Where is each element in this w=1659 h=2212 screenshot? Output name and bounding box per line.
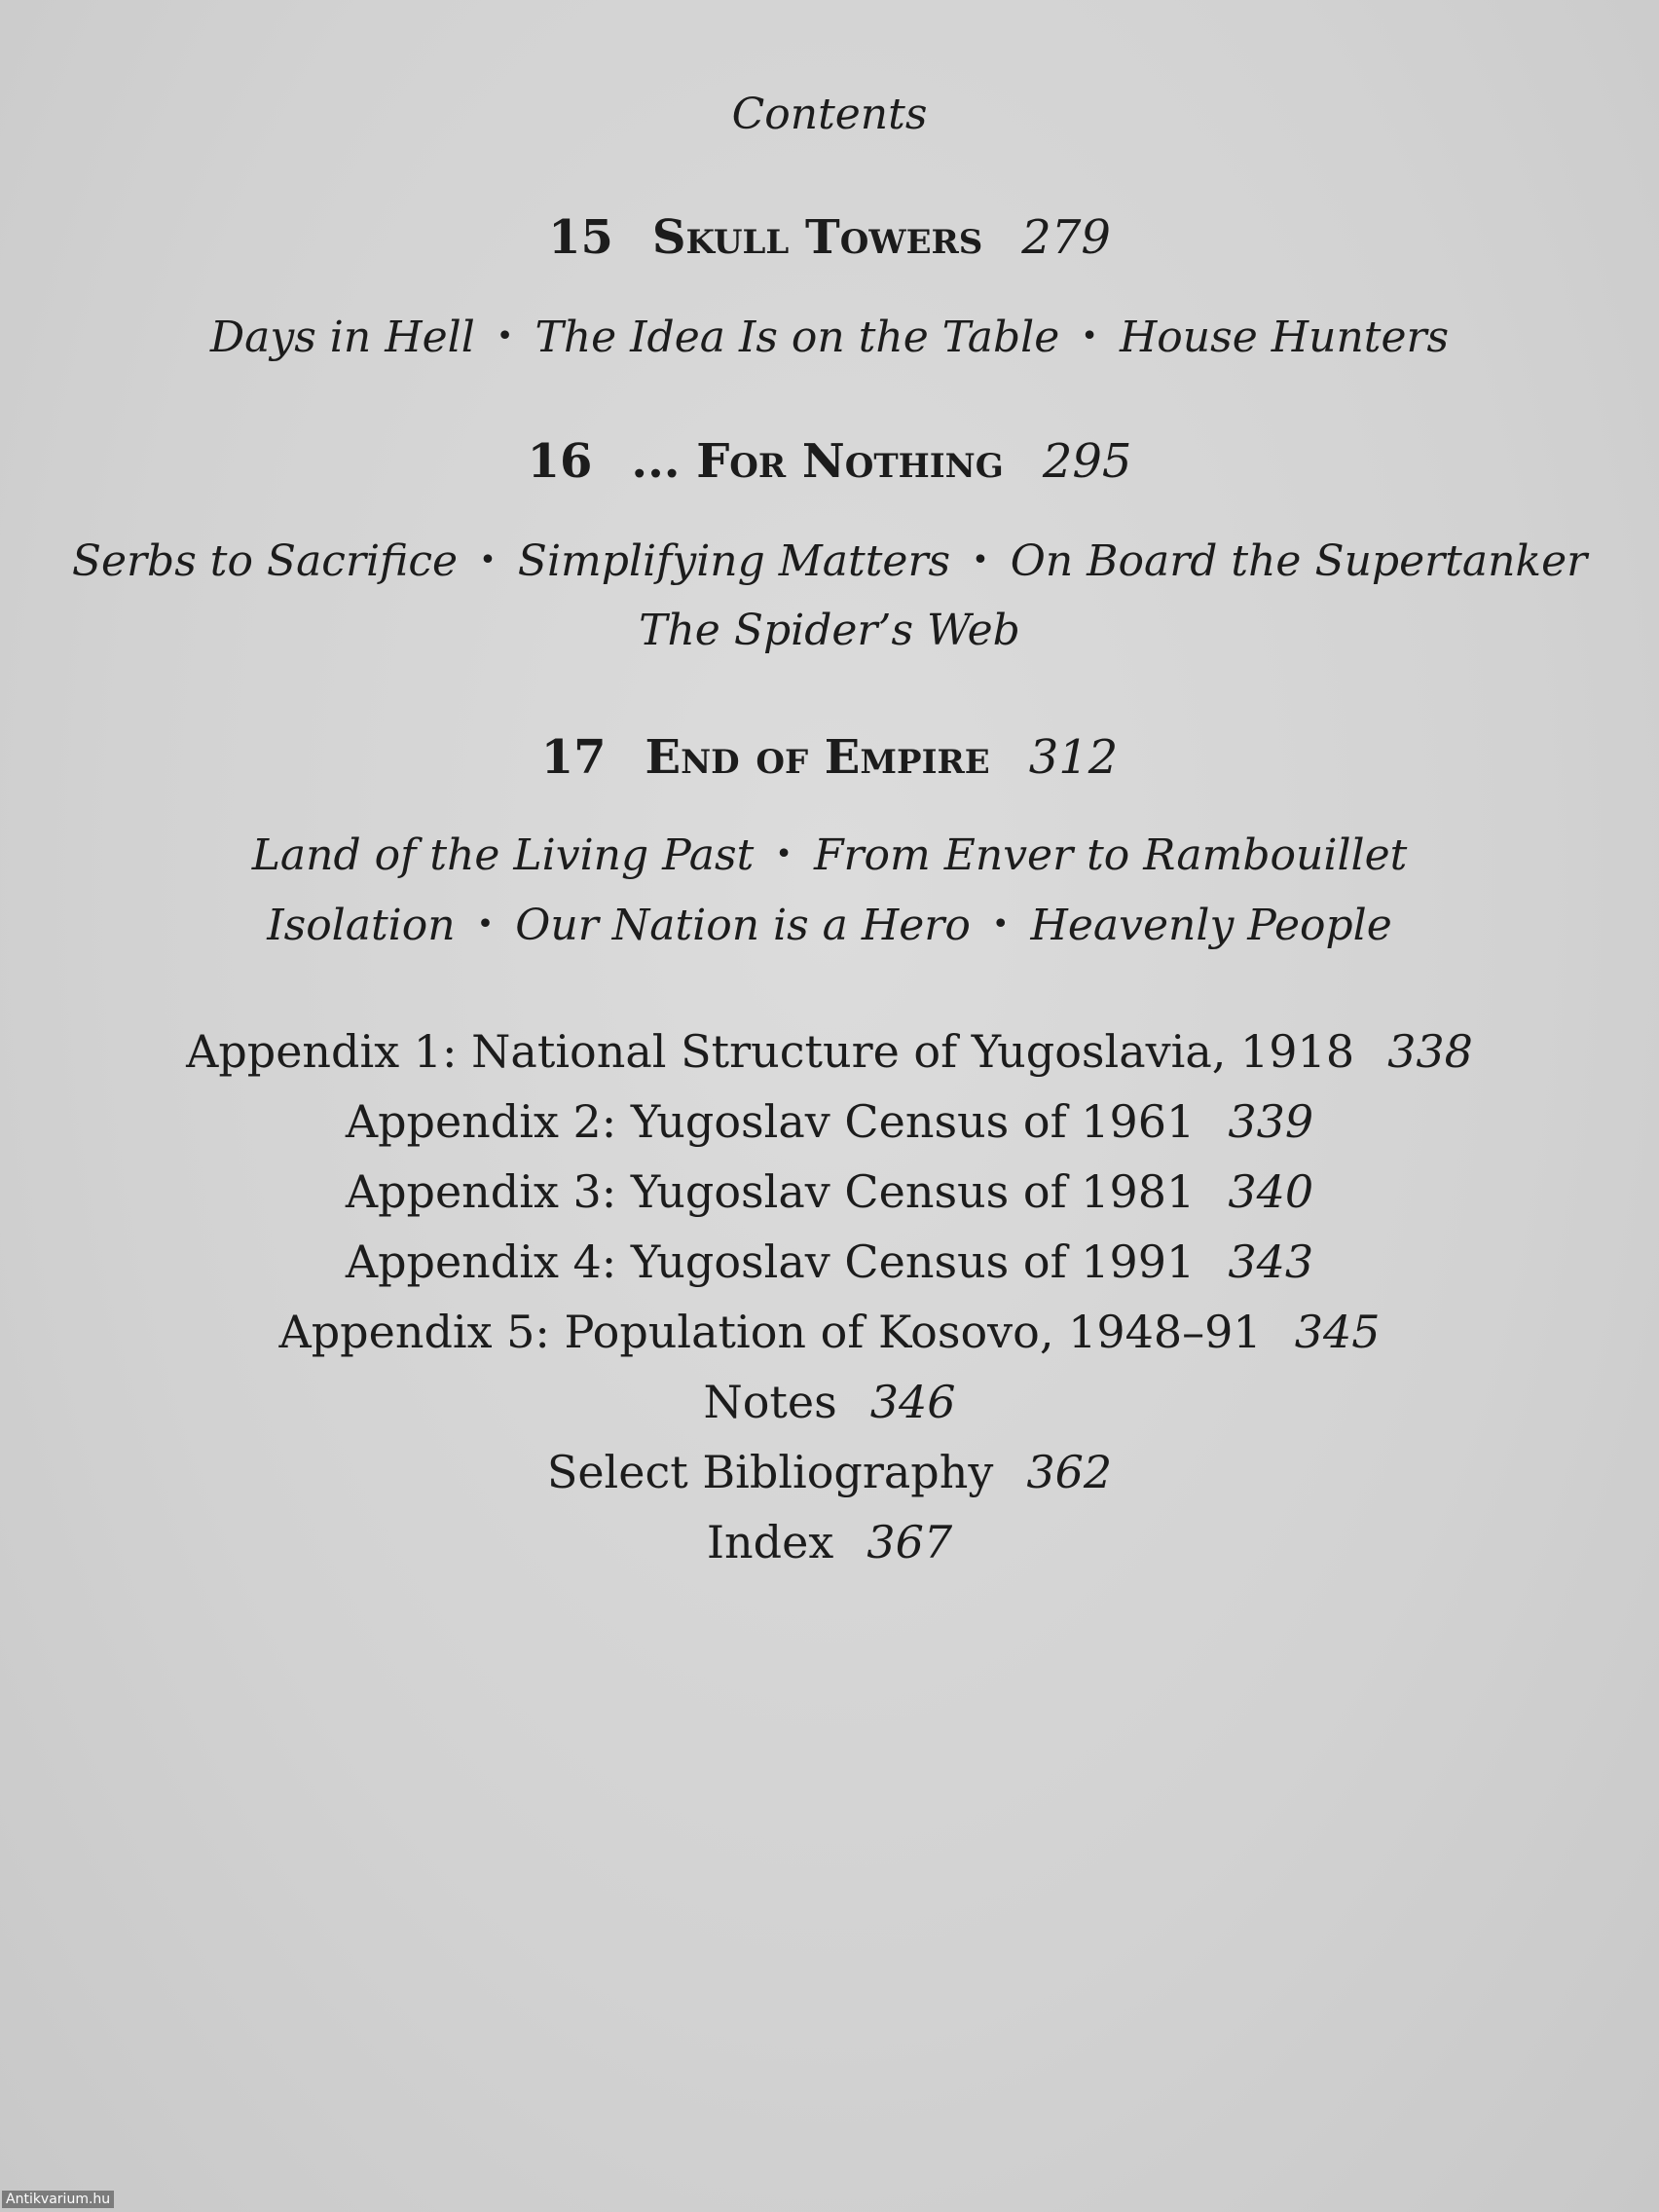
back-matter-label: Index: [706, 1516, 834, 1568]
section-title: From Enver to Rambouillet: [813, 830, 1408, 880]
back-matter-page: 345: [1294, 1306, 1381, 1358]
back-matter-page: 343: [1228, 1235, 1314, 1288]
back-matter-entry: [0, 1087, 1659, 1157]
chapter-title: Skull Towers: [651, 210, 983, 265]
chapter-heading: [0, 726, 1659, 789]
back-matter-label: Appendix 4: Yugoslav Census of 1991: [345, 1235, 1196, 1288]
section-title: Heavenly People: [1030, 901, 1392, 950]
back-matter-entry: [0, 1227, 1659, 1297]
chapter-number: 16: [527, 434, 593, 489]
back-matter-entry: [0, 1297, 1659, 1367]
chapter-title: End of Empire: [645, 730, 990, 785]
chapter-page: 295: [1042, 434, 1132, 489]
chapter-page: 279: [1021, 210, 1111, 265]
chapter-title: ... For Nothing: [631, 434, 1004, 489]
chapter-heading: [0, 430, 1659, 493]
section-title: Days in Hell: [209, 313, 475, 362]
section-title: The Idea Is on the Table: [535, 313, 1060, 362]
chapter-heading: [0, 206, 1659, 269]
section-title: On Board the Supertanker: [1010, 536, 1588, 586]
back-matter-entry: [0, 1437, 1659, 1507]
back-matter-page: 338: [1387, 1025, 1473, 1078]
bullet-separator: •: [1081, 319, 1098, 353]
section-title: Serbs to Sacrifice: [71, 536, 459, 586]
back-matter-entry: [0, 1016, 1659, 1087]
chapter-page: 312: [1028, 730, 1119, 785]
bullet-separator: •: [496, 319, 514, 353]
section-title: House Hunters: [1119, 313, 1450, 362]
chapter-number: 17: [540, 730, 607, 785]
section-title: Simplifying Matters: [517, 536, 951, 586]
back-matter-page: 346: [869, 1376, 956, 1428]
back-matter-label: Appendix 1: National Structure of Yugoslavia, 1918: [186, 1025, 1355, 1078]
bullet-separator: •: [991, 907, 1010, 941]
running-head: Contents: [731, 90, 928, 139]
bullet-separator: •: [476, 907, 495, 941]
section-line: [0, 596, 1659, 666]
bullet-separator: •: [775, 837, 793, 871]
section-line: [0, 526, 1659, 597]
section-title: Our Nation is a Hero: [515, 901, 971, 950]
back-matter-page: 362: [1026, 1446, 1113, 1498]
back-matter-entry: [0, 1157, 1659, 1227]
back-matter-page: 339: [1228, 1095, 1314, 1148]
watermark: Antikvarium.hu: [2, 2191, 114, 2208]
back-matter-page: 367: [866, 1516, 953, 1568]
section-title: Land of the Living Past: [251, 830, 755, 880]
bullet-separator: •: [972, 543, 989, 577]
back-matter-label: Appendix 5: Population of Kosovo, 1948–91: [278, 1306, 1262, 1358]
back-matter-label: Appendix 3: Yugoslav Census of 1981: [345, 1165, 1196, 1218]
section-title: Isolation: [267, 901, 456, 950]
back-matter-page: 340: [1228, 1165, 1314, 1218]
section-line: [0, 820, 1659, 891]
back-matter-label: Appendix 2: Yugoslav Census of 1961: [345, 1095, 1196, 1148]
back-matter-entry: [0, 1507, 1659, 1577]
section-line: [0, 890, 1659, 961]
section-line: [0, 302, 1659, 373]
chapter-number: 15: [548, 210, 613, 265]
back-matter-label: Notes: [703, 1376, 837, 1428]
back-matter-entry: [0, 1367, 1659, 1437]
back-matter-label: Select Bibliography: [546, 1446, 994, 1498]
bullet-separator: •: [479, 543, 497, 577]
section-title: The Spider’s Web: [639, 606, 1020, 655]
